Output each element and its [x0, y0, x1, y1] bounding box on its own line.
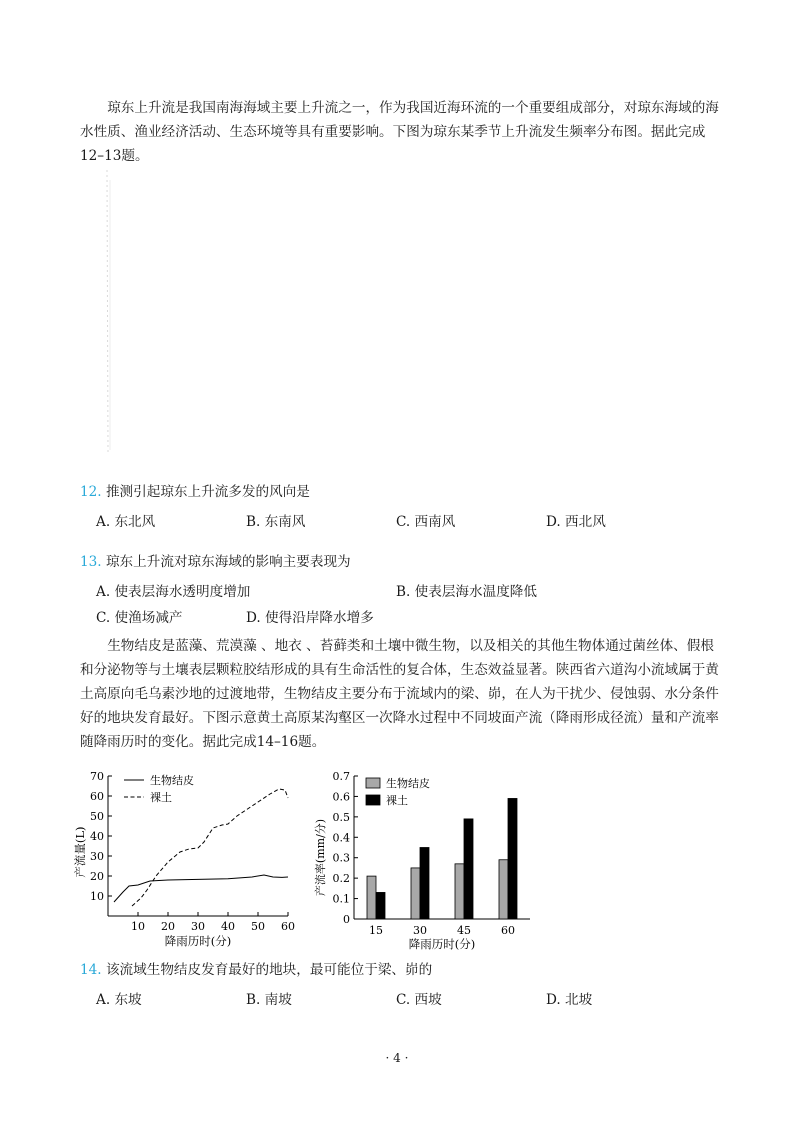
upwelling-map-placeholder — [104, 170, 114, 455]
y-tick-label: 30 — [90, 850, 104, 863]
y-tick-label: 0 — [343, 913, 350, 926]
bar-biocrust — [455, 864, 464, 919]
q13-option-a[interactable]: A. 使表层海水透明度增加 — [96, 584, 251, 600]
y-tick-label: 10 — [90, 890, 104, 903]
q13-option-c[interactable]: C. 使渔场减产 — [96, 610, 183, 626]
q14-option-b[interactable]: B. 南坡 — [246, 992, 292, 1008]
passage-upwelling: 琼东上升流是我国南海海域主要上升流之一，作为我国近海环流的一个重要组成部分，对琼东海域的海水性质、渔业经济活动、生态环境等具有重要影响。下图为琼东某季节上升流发生频率分布图。据此完成12–13题。 — [80, 100, 719, 164]
x-tick-label: 50 — [251, 920, 265, 933]
y-tick-label: 0.6 — [332, 790, 350, 804]
q14-option-c[interactable]: C. 西坡 — [396, 992, 442, 1008]
legend-swatch — [366, 795, 380, 805]
legend-label: 裸土 — [150, 791, 172, 804]
x-tick-label: 20 — [161, 920, 175, 933]
question-12 — [80, 482, 310, 502]
x-tick-label: 45 — [457, 924, 471, 937]
question-number: 13. — [80, 554, 102, 570]
x-tick-label: 10 — [131, 920, 145, 933]
y-tick-label: 0.2 — [332, 872, 350, 886]
legend-label: 生物结皮 — [150, 774, 194, 787]
y-axis-label: 产流量(L) — [73, 826, 87, 878]
q13-option-d[interactable]: D. 使得沿岸降水增多 — [246, 610, 374, 626]
q14-option-d[interactable]: D. 北坡 — [546, 992, 593, 1008]
q12-option-b[interactable]: B. 东南风 — [246, 514, 306, 530]
runoff-volume-line-chart — [70, 764, 310, 954]
legend-label: 生物结皮 — [386, 777, 430, 790]
bar-bare-soil — [464, 819, 473, 919]
y-tick-label: 70 — [90, 770, 104, 783]
question-13 — [80, 552, 351, 572]
q13-option-b[interactable]: B. 使表层海水温度降低 — [396, 584, 537, 600]
question-number: 12. — [80, 484, 102, 500]
y-tick-label: 20 — [90, 870, 104, 883]
question-14 — [80, 960, 432, 980]
bar-bare-soil — [508, 798, 517, 919]
q12-option-a[interactable]: A. 东北风 — [96, 514, 156, 530]
question-stem: 推测引起琼东上升流多发的风向是 — [105, 484, 310, 500]
page-number: · 4 · — [385, 1051, 409, 1065]
q14-option-a[interactable]: A. 东坡 — [96, 992, 142, 1008]
x-tick-label: 40 — [221, 920, 235, 933]
y-tick-label: 0.5 — [332, 810, 350, 824]
x-tick-label: 15 — [369, 924, 383, 937]
runoff-rate-bar-chart — [308, 764, 538, 954]
bar-bare-soil — [376, 892, 385, 919]
x-axis-label: 降雨历时(分) — [408, 937, 476, 951]
passage-biocrust: 生物结皮是蓝藻、荒漠藻 、地衣 、苔藓类和土壤中微生物，以及相关的其他生物体通过菌丝体、假根和分泌物等与土壤表层颗粒胶结形成的具有生命活性的复合体，生态效益显著。陕西省六道沟小流域属于黄土高原向毛乌素沙地的过渡地带，生物结皮主要分布于流域内的梁、峁，在人为干扰少、侵蚀弱、水分条件好的地块发育最好。下图示意黄土高原某沟壑区一次降水过程中不同坡面产流（降雨形成径流）量和产流率随降雨历时的变化。据此完成14–16题。 — [80, 638, 719, 750]
x-axis-label: 降雨历时(分) — [164, 934, 232, 948]
y-tick-label: 0.3 — [332, 851, 350, 865]
bar-biocrust — [499, 860, 508, 919]
bar-biocrust — [411, 868, 420, 919]
x-tick-label: 30 — [413, 924, 427, 937]
x-tick-label: 60 — [281, 920, 295, 933]
question-number: 14. — [80, 962, 102, 978]
y-tick-label: 0.1 — [332, 892, 350, 906]
y-tick-label: 0.4 — [332, 831, 350, 845]
series-line-bare-soil — [132, 789, 288, 906]
x-tick-label: 30 — [191, 920, 205, 933]
y-tick-label: 60 — [90, 790, 104, 803]
y-tick-label: 50 — [90, 810, 104, 823]
x-tick-label: 60 — [501, 924, 515, 937]
y-axis-label: 产流率(mm/分) — [314, 818, 327, 897]
legend-label: 裸土 — [386, 794, 408, 807]
y-tick-label: 40 — [90, 830, 104, 843]
y-tick-label: 0.7 — [332, 770, 350, 783]
q12-option-d[interactable]: D. 西北风 — [546, 514, 606, 530]
bar-biocrust — [367, 876, 376, 919]
question-stem: 琼东上升流对琼东海域的影响主要表现为 — [105, 554, 351, 570]
q12-option-c[interactable]: C. 西南风 — [396, 514, 456, 530]
series-line-biocrust — [114, 875, 288, 902]
bar-bare-soil — [420, 848, 429, 920]
legend-swatch — [366, 778, 380, 788]
question-stem: 该流域生物结皮发育最好的地块，最可能位于梁、峁的 — [105, 962, 433, 978]
